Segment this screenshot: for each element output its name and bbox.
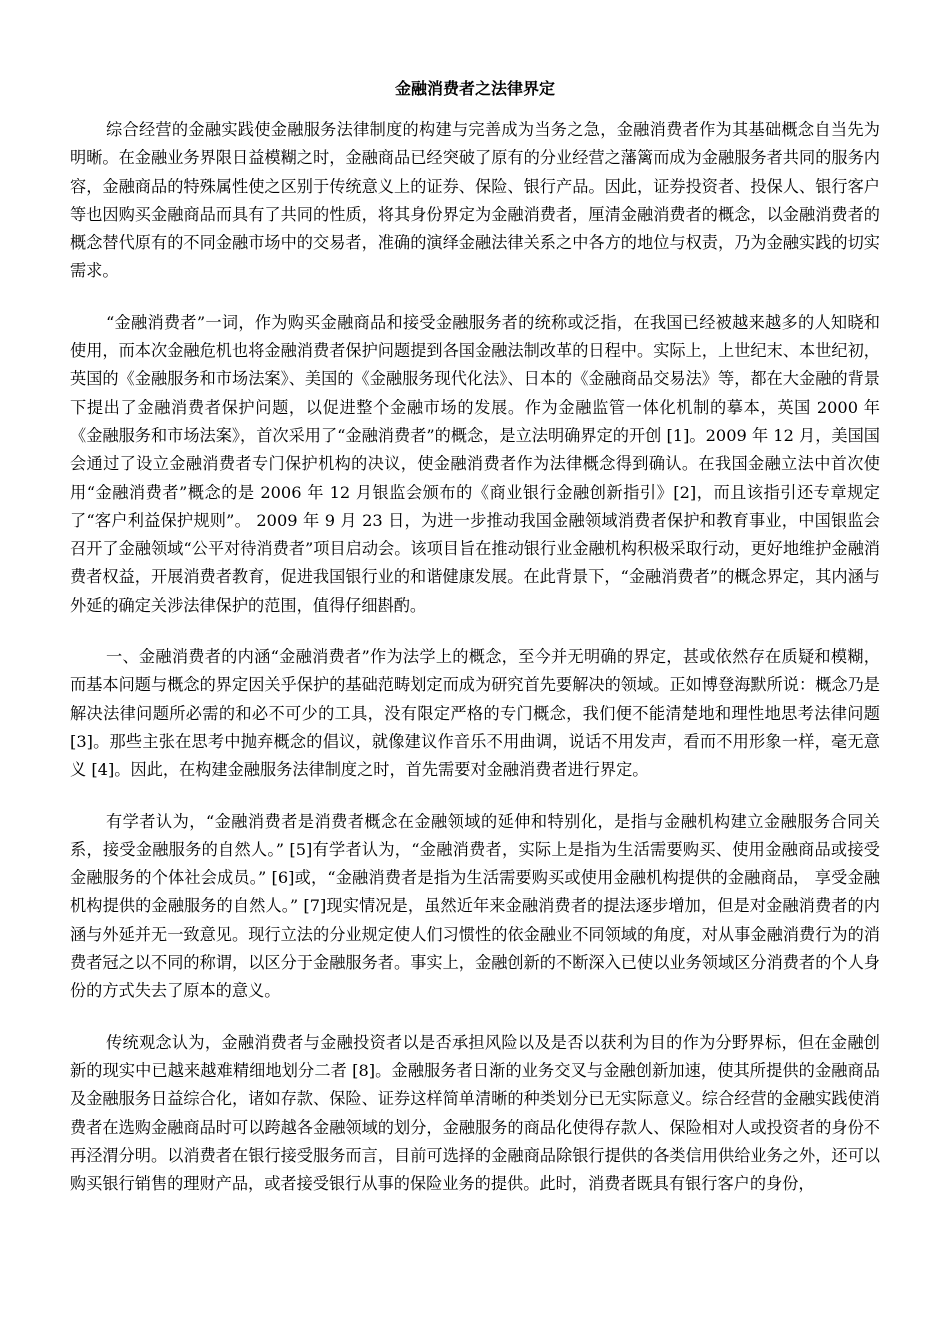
document-title: 金融消费者之法律界定: [394, 79, 555, 98]
paragraph-scholar-views: 有学者认为，“金融消费者是消费者概念在金融领域的延伸和特别化，是指与金融机构建立金融服务合同关系，接受金融服务的自然人。” [5]有学者认为，“金融消费者，实际上是指为生活需要购买、使用金融商品或接受金融服务的个体社会成员。” [6]或，“金融消费者是指为生活需要购买或使用金融机构提供的金融商品， 享受金融机构提供的金融服务的自然人。” [7]现实情况是，虽然近年来金融消费者的提法逐步增加，但是对金融消费者的内涵与外延并无一致意见。现行立法的分业规定使人们习惯性的依金融业不同领域的角度，对从事金融消费行为的消费者冠之以不同的称谓，以区分于金融服务者。事实上，金融创新的不断深入已使以业务领域区分消费者的个人身份的方式失去了原本的意义。: [70, 811, 880, 1001]
paragraph-intro: 综合经营的金融实践使金融服务法律制度的构建与完善成为当务之急，金融消费者作为其基础概念自当先为明晰。在金融业务界限日益模糊之时，金融商品已经突破了原有的分业经营之藩篱而成为金融服务者共同的服务内容，金融商品的特殊属性使之区别于传统意义上的证券、保险、银行产品。因此，证券投资者、投保人、银行客户等也因购买金融商品而具有了共同的性质，将其身份界定为金融消费者，厘清金融消费者的概念，以金融消费者的概念替代原有的不同金融市场中的交易者，准确的演绎金融法律关系之中各方的地位与权责，乃为金融实践的切实需求。: [70, 120, 880, 281]
paragraph-background: “金融消费者”一词，作为购买金融商品和接受金融服务者的统称或泛指，在我国已经被越来越多的人知晓和使用，而本次金融危机也将金融消费者保护问题提到各国金融法制改革的日程中。实际上，上世纪末、本世纪初，英国的《金融服务和市场法案》、美国的《金融服务现代化法》、日本的《金融商品交易法》等，都在大金融的背景下提出了金融消费者保护问题，以促进整个金融市场的发展。作为金融监管一体化机制的摹本，英国 2000 年《金融服务和市场法案》，首次采用了“金融消费者”的概念，是立法明确界定的开创 [1]。2009 年 12 月，美国国会通过了设立金融消费者专门保护机构的决议，使金融消费者作为法律概念得到确认。在我国金融立法中首次使用“金融消费者”概念的是 2006 年 12 月银监会颁布的《商业银行金融创新指引》[2]，而且该指引还专章规定了“客户利益保护规则”。 2009 年 9 月 23 日，为进一步推动我国金融领域消费者保护和教育事业，中国银监会召开了金融领域“公平对待消费者”项目启动会。该项目旨在推动银行业金融机构积极采取行动，更好地维护金融消费者权益，开展消费者教育，促进我国银行业的和谐健康发展。在此背景下，“金融消费者”的概念界定，其内涵与外延的确定关涉法律保护的范围，值得仔细斟酌。: [70, 312, 880, 615]
paragraph-connotation: 一、金融消费者的内涵“金融消费者”作为法学上的概念，至今并无明确的界定，甚或依然存在质疑和模糊，而基本问题与概念的界定因关乎保护的基础范畴划定而成为研究首先要解决的领域。正如博登海默所说：概念乃是解决法律问题所必需的和必不可少的工具，没有限定严格的专门概念，我们便不能清楚地和理性地思考法律问题 [3]。那些主张在思考中抛弃概念的倡议，就像建议作音乐不用曲调，说话不用发声，看而不用形象一样，毫无意义 [4]。因此，在构建金融服务法律制度之时，首先需要对金融消费者进行界定。: [70, 647, 880, 780]
paragraph-traditional-view: 传统观念认为，金融消费者与金融投资者以是否承担风险以及是否以获利为目的作为分野界标，但在金融创新的现实中已越来越难精细地划分二者 [8]。金融服务者日渐的业务交叉与金融创新加速，使其所提供的金融商品及金融服务日益综合化，诸如存款、保险、证券这样简单清晰的种类划分已无实际意义。综合经营的金融实践使消费者在选购金融商品时可以跨越各金融领域的划分，金融服务的商品化使得存款人、保险相对人或投资者的身份不再泾渭分明。以消费者在银行接受服务而言，目前可选择的金融商品除银行提供的各类信用供给业务之外，还可以购买银行销售的理财产品，或者接受银行从事的保险业务的提供。此时，消费者既具有银行客户的身份，: [70, 1032, 880, 1194]
